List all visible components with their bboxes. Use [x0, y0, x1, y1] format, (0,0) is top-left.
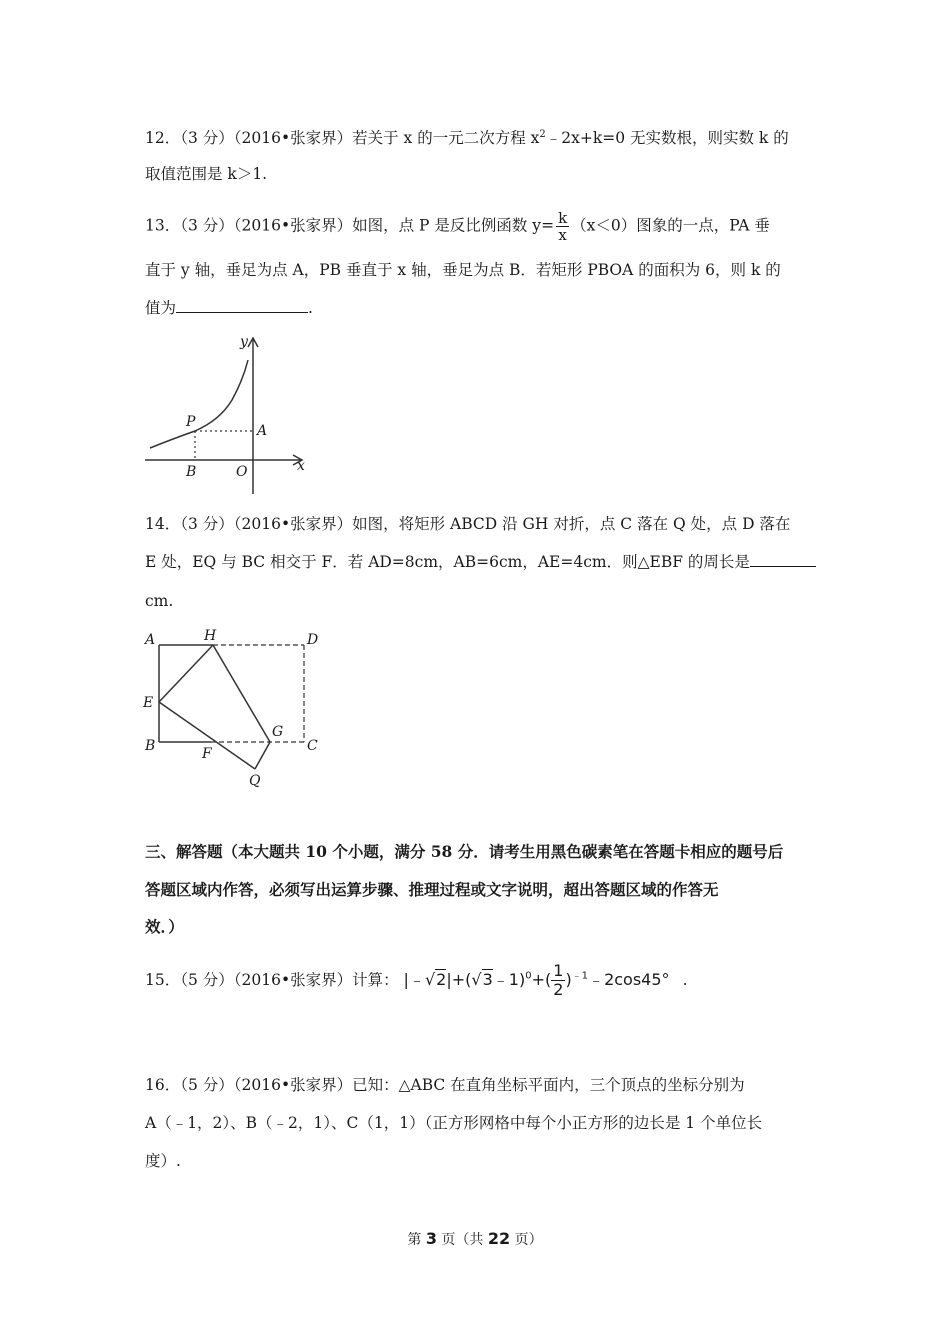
sqrt-3: 3	[482, 970, 493, 989]
half-fraction	[551, 962, 565, 999]
q13-fraction-den: x	[558, 226, 567, 244]
total-pages: 22	[487, 1229, 511, 1248]
q13-line-3	[145, 298, 313, 318]
label-b: B	[186, 464, 197, 480]
expr-part-c: ﹣1)	[492, 970, 526, 989]
page-number: 3	[425, 1229, 437, 1248]
q13-line-1	[145, 210, 770, 243]
segment-eh	[159, 645, 213, 702]
footer-mid: 页（共	[436, 1232, 488, 1248]
exponent-neg-one: ﹣1	[571, 970, 589, 982]
q14-line-3: cm.	[145, 592, 174, 610]
label-a: A	[145, 632, 156, 648]
label-p: P	[186, 414, 196, 430]
hyperbola-curve	[150, 360, 248, 448]
q15-prefix: 15．（5 分）（2016•张家界）计算：	[145, 971, 399, 989]
q16-line-2: A（﹣1，2）、B（﹣2，1）、C（1，1）（正方形网格中每个小正方形的边长是 1 个单位长	[145, 1114, 763, 1132]
sqrt-2: 2	[436, 970, 447, 989]
q13-line-2: 直于 y 轴，垂足为点 A，PB 垂直于 x 轴，垂足为点 B．若矩形 PBOA 的面积为 6，则 k 的	[145, 261, 781, 279]
q16-line-3: 度）.	[145, 1152, 181, 1170]
label-g: G	[272, 724, 284, 740]
answer-blank	[750, 552, 816, 567]
footer-pre: 第	[407, 1232, 426, 1248]
q13-fraction-num: k	[558, 209, 568, 227]
label-x: x	[297, 458, 305, 474]
label-o: O	[236, 464, 248, 480]
exponent-zero: 0	[525, 970, 532, 982]
section3-line-1: 三、解答题（本大题共 10 个小题，满分 58 分．请考生用黑色碳素笔在答题卡相应的题号后	[145, 842, 784, 861]
half-num: 1	[553, 961, 564, 980]
q12-exponent: 2	[539, 128, 546, 140]
expr-part-a: |﹣	[403, 970, 425, 989]
label-c: C	[307, 738, 318, 754]
half-den: 2	[553, 980, 564, 999]
label-f: F	[202, 746, 212, 762]
q12-text-a: 12．（3 分）（2016•张家界）若关于 x 的一元二次方程 x	[145, 129, 540, 147]
q13-text-b: （x＜0）图象的一点，PA 垂	[571, 216, 770, 235]
label-y: y	[240, 334, 248, 350]
sqrt-icon: √	[471, 970, 482, 989]
expr-part-d: +(	[531, 970, 552, 989]
q12-text-b: ﹣2x+k=0 无实数根，则实数 k 的	[545, 129, 789, 147]
q13-end: .	[308, 299, 313, 317]
expr-part-f: ﹣2cos45°	[588, 970, 670, 989]
q15-line	[145, 962, 688, 999]
sqrt-icon: √	[424, 970, 436, 989]
segment-hg	[213, 645, 270, 742]
segment-gq	[255, 742, 270, 769]
label-h: H	[204, 628, 217, 644]
expr-part-e: )	[565, 970, 572, 989]
label-q: Q	[249, 773, 261, 789]
q14-rectangle-figure	[140, 625, 330, 795]
label-a: A	[257, 423, 268, 439]
q14-line-2	[145, 552, 816, 572]
page-footer	[0, 1229, 950, 1249]
expr-part-b: |+(	[446, 970, 472, 989]
label-b: B	[145, 738, 156, 754]
section3-line-2: 答题区域内作答，必须写出运算步骤、推理过程或文字说明，超出答题区域的作答无	[145, 880, 719, 899]
q12-line-1	[145, 128, 789, 148]
q12-line-2: 取值范围是 k＞1.	[145, 165, 268, 183]
q16-line-1: 16．（5 分）（2016•张家界）已知：△ABC 在直角坐标平面内，三个顶点的坐标分别为	[145, 1076, 745, 1094]
footer-post: 页）	[510, 1232, 543, 1248]
q15-expression	[403, 961, 675, 999]
q13-text-c: 值为	[145, 299, 177, 317]
q13-text-a: 13．（3 分）（2016•张家界）如图，点 P 是反比例函数 y=	[145, 216, 555, 235]
q13-hyperbola-figure	[140, 330, 315, 500]
q13-fraction	[556, 210, 569, 243]
label-d: D	[307, 632, 319, 648]
label-e: E	[143, 695, 154, 711]
q14-line-1: 14．（3 分）（2016•张家界）如图，将矩形 ABCD 沿 GH 对折，点 C 落在 Q 处，点 D 落在	[145, 515, 791, 533]
q15-end: .	[682, 971, 688, 989]
q14-text-b: E 处，EQ 与 BC 相交于 F．若 AD=8cm，AB=6cm，AE=4cm．则△EBF 的周长是	[145, 553, 750, 571]
answer-blank	[176, 298, 308, 313]
section3-line-3: 效．）	[145, 917, 184, 936]
